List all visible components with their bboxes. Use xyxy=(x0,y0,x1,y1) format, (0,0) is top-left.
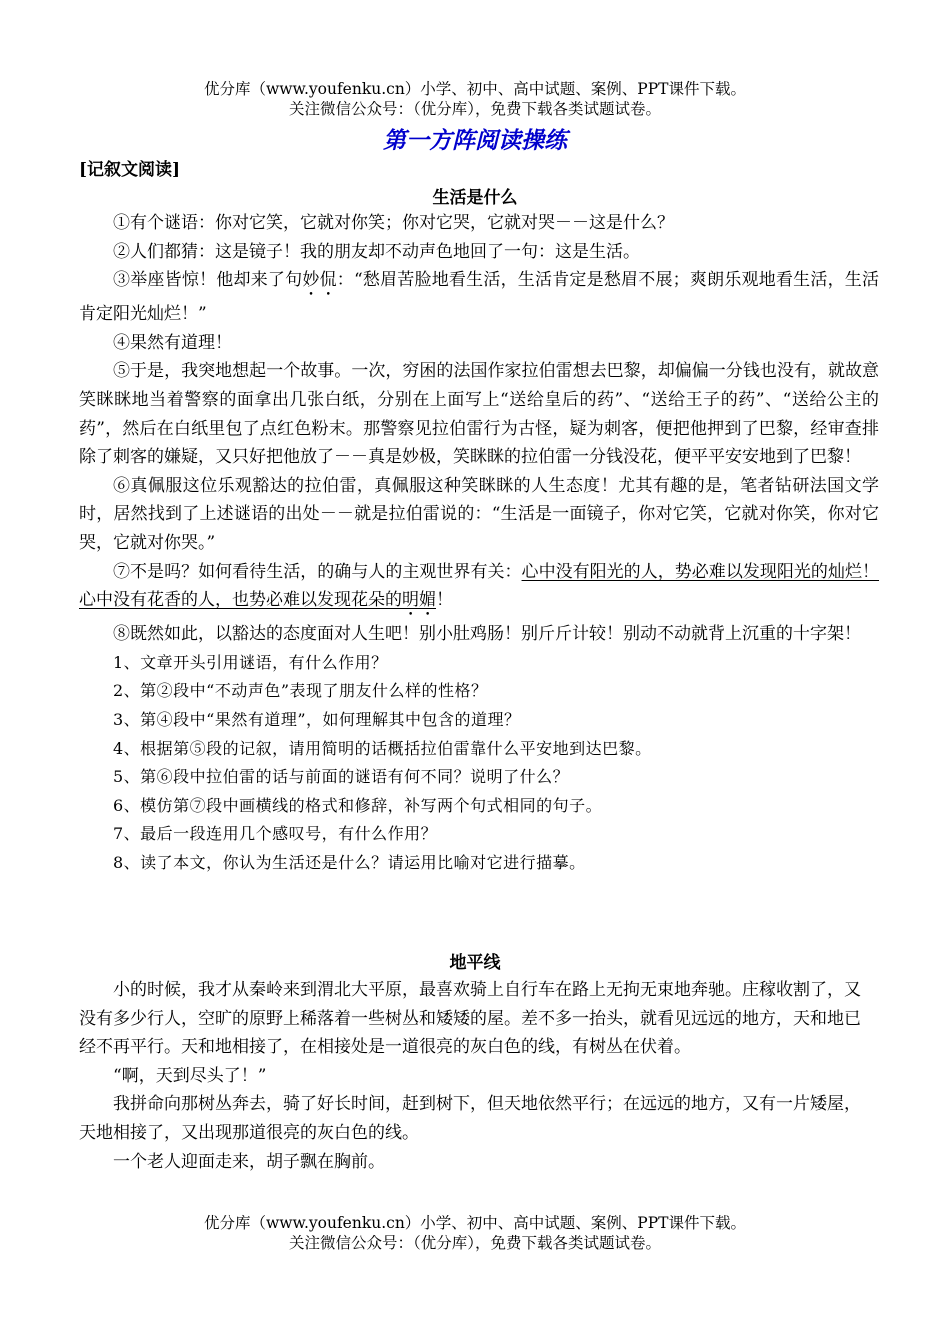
question-7: 7、最后一段连用几个感叹号，有什么作用？ xyxy=(113,824,438,844)
paragraph-4: 一个老人迎面走来，胡子飘在胸前。 xyxy=(113,1151,385,1172)
article-2-body xyxy=(79,976,864,1176)
paragraph-5: ⑤于是，我突地想起一个故事。一次，穷困的法国作家拉伯雷想去巴黎，却偏偏一分钱也没有，就故意笑眯眯地当着警察的面拿出几张白纸，分别在上面写上“送给皇后的药”、“送给王子的药”、“送给公主的药”，然后在白纸里包了点红色粉末。那警察见拉伯雷行为古怪，疑为刺客，便把他押到了巴黎，经审查排除了刺客的嫌疑，又只好把他放了－－真是妙极，笑眯眯的拉伯雷一分钱没花，便平平安安地到了巴黎！ xyxy=(79,361,879,468)
paragraph-6: ⑥真佩服这位乐观豁达的拉伯雷，真佩服这种笑眯眯的人生态度！尤其有趣的是，笔者钻研法国文学时，居然找到了上述谜语的出处－－就是拉伯雷说的：“生活是一面镜子，你对它笑，它就对你笑，你对它哭，它就对你哭。” xyxy=(79,475,879,553)
underlined-emphasis-word: 明媚 xyxy=(402,590,436,611)
paragraph-7-text-a: ⑦不是吗？如何看待生活，的确与人的主观世界有关： xyxy=(113,561,522,582)
paragraph-7-text-b: ！ xyxy=(436,590,453,611)
paragraph-3 xyxy=(79,266,879,329)
footer-line-2: 关注微信公众号：（优分库），免费下载各类试题试卷。 xyxy=(288,1234,661,1252)
paragraph-2: ②人们都猜：这是镜子！我的朋友却不动声色地回了一句：这是生活。 xyxy=(113,241,640,262)
main-title: 第一方阵阅读操练 xyxy=(383,127,567,154)
emphasis-dot-word: 妙侃 xyxy=(302,270,337,291)
question-6: 6、模仿第⑦段中画横线的格式和修辞，补写两个句式相同的句子。 xyxy=(113,795,603,815)
paragraph-1: 小的时候，我才从秦岭来到渭北大平原，最喜欢骑上自行车在路上无拘无束地奔驰。庄稼收割了，又没有多少行人，空旷的原野上稀落着一些树丛和矮矮的屋。差不多一抬头，就看见远远的地方，天和地已经不再平行。天和地相接了，在相接处是一道很亮的灰白色的线，有树丛在伏着。 xyxy=(79,980,861,1058)
question-1: 1、文章开头引用谜语，有什么作用？ xyxy=(113,652,388,672)
question-4: 4、根据第⑤段的记叙，请用简明的话概括拉伯雷靠什么平安地到达巴黎。 xyxy=(113,738,652,758)
paragraph-3: 我拼命向那树丛奔去，骑了好长时间，赶到树下，但天地依然平行；在远远的地方，又有一片矮屋，天地相接了，又出现那道很亮的灰白色的线。 xyxy=(79,1094,861,1143)
question-2: 2、第②段中“不动声色”表现了朋友什么样的性格？ xyxy=(113,681,488,701)
paragraph-7 xyxy=(79,558,879,621)
paragraph-2: “啊，天到尽头了！” xyxy=(113,1065,267,1086)
paragraph-3-text-a: ③举座皆惊！他却来了句 xyxy=(113,270,303,291)
header-line-1: 优分库（www.youfenku.cn）小学、初中、高中试题、案例、PPT课件下载。 xyxy=(203,80,747,98)
paragraph-8: ⑧既然如此，以豁达的态度面对人生吧！别小肚鸡肠！别斤斤计较！别动不动就背上沉重的十字架！ xyxy=(113,624,861,645)
question-8: 8、读了本文，你认为生活还是什么？请运用比喻对它进行描摹。 xyxy=(113,852,586,872)
question-5: 5、第⑥段中拉伯雷的话与前面的谜语有何不同？说明了什么？ xyxy=(113,767,570,787)
underlined-sentence: 心中没有阳光的人，势必难以发现阳光的灿烂！心中没有花香的人，也势必难以发现花朵的 xyxy=(79,561,880,611)
paragraph-3-text-b: ：“愁眉苦脸地看生活，生活肯定是愁眉不展；爽朗乐观地看生活，生活肯定阳光灿烂！” xyxy=(79,270,880,325)
paragraph-1: ①有个谜语：你对它笑，它就对你笑；你对它哭，它就对哭－－这是什么？ xyxy=(113,213,674,233)
article-2-title: 地平线 xyxy=(449,953,501,973)
article-1-title: 生活是什么 xyxy=(432,188,518,208)
header-line-2: 关注微信公众号：（优分库），免费下载各类试题试卷。 xyxy=(288,100,661,118)
question-3: 3、第④段中“果然有道理”，如何理解其中包含的道理？ xyxy=(113,709,521,729)
section-label: [记叙文阅读] xyxy=(79,160,181,180)
paragraph-4: ④果然有道理！ xyxy=(113,332,232,353)
article-1-body xyxy=(79,209,879,877)
footer-line-1: 优分库（www.youfenku.cn）小学、初中、高中试题、案例、PPT课件下载。 xyxy=(203,1214,747,1232)
